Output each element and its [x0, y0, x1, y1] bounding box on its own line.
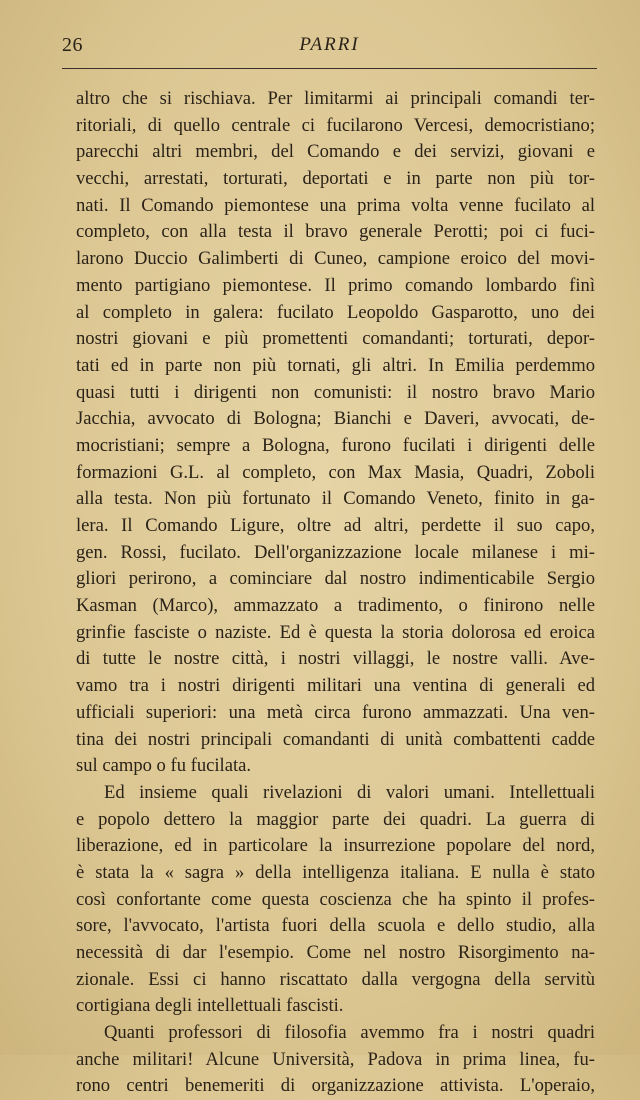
- text-line: formazioni G.L. al completo, con Max Masia, Quadri, Zoboli: [76, 461, 595, 483]
- text-line: mento partigiano piemontese. Il primo comando lombardo finì: [76, 274, 595, 296]
- text-line: nati. Il Comando piemontese una prima volta venne fucilato al: [76, 194, 595, 216]
- text-line: liberazione, ed in particolare la insurrezione popolare del nord,: [76, 835, 595, 857]
- text-line: Jacchia, avvocato di Bologna; Bianchi e Daveri, avvocati, de-: [76, 408, 595, 430]
- header-rule: [62, 68, 597, 69]
- text-line: nostri giovani e più promettenti comandanti; torturati, depor-: [76, 328, 595, 350]
- running-head: PARRI: [299, 34, 360, 55]
- text-line: alla testa. Non più fortunato il Comando Veneto, finito in ga-: [76, 488, 595, 510]
- text-line: e popolo dettero la maggior parte dei quadri. La guerra di: [76, 808, 595, 830]
- text-line: parecchi altri membri, del Comando e dei servizi, giovani e: [76, 141, 595, 163]
- text-line: cortigiana degli intellettuali fascisti.: [76, 995, 344, 1017]
- text-line: anche militari! Alcune Università, Padova in prima linea, fu-: [76, 1048, 595, 1070]
- page-header: [62, 34, 597, 64]
- text-line: vamo tra i nostri dirigenti militari una ventina di generali ed: [76, 675, 595, 697]
- text-line: gen. Rossi, fucilato. Dell'organizzazione locale milanese i mi-: [76, 541, 595, 563]
- text-line: ritoriali, di quello centrale ci fucilarono Vercesi, democristiano;: [76, 114, 595, 136]
- text-line: lera. Il Comando Ligure, oltre ad altri, perdette il suo capo,: [76, 515, 595, 536]
- text-line: di tutte le nostre città, i nostri villaggi, le nostre valli. Ave-: [76, 648, 595, 670]
- text-line: grinfie fasciste o naziste. Ed è questa la storia dolorosa ed eroica: [76, 621, 595, 643]
- text-line: altro che si rischiava. Per limitarmi ai principali comandi ter-: [76, 88, 595, 109]
- text-line: Ed insieme quali rivelazioni di valori umani. Intellettuali: [104, 781, 595, 803]
- text-line: necessità di dar l'esempio. Come nel nostro Risorgimento na-: [76, 942, 595, 963]
- text-line: sore, l'avvocato, l'artista fuori della scuola e dello studio, alla: [76, 915, 595, 937]
- text-line: al completo in galera: fucilato Leopoldo Gasparotto, uno dei: [76, 301, 595, 323]
- text-line: Kasman (Marco), ammazzato a tradimento, o finirono nelle: [76, 595, 595, 617]
- text-line: tina dei nostri principali comandanti di unità combattenti cadde: [76, 728, 595, 750]
- text-line: larono Duccio Galimberti di Cuneo, campione eroico del movi-: [76, 248, 595, 270]
- text-line: rono centri benemeriti di organizzazione attivista. L'operaio,: [76, 1075, 595, 1097]
- body-text: [76, 86, 595, 1100]
- text-line: tati ed in parte non più tornati, gli altri. In Emilia perdemmo: [76, 354, 595, 376]
- text-line: quasi tutti i dirigenti non comunisti: il nostro bravo Mario: [76, 381, 595, 403]
- text-line: completo, con alla testa il bravo generale Perotti; poi ci fuci-: [76, 221, 595, 243]
- text-line: vecchi, arrestati, torturati, deportati e in parte non più tor-: [76, 168, 595, 190]
- text-line: sul campo o fu fucilata.: [76, 755, 252, 777]
- text-line: Quanti professori di filosofia avemmo fra i nostri quadri: [104, 1022, 595, 1044]
- page-number: 26: [62, 34, 83, 56]
- text-line: zionale. Essi ci hanno riscattato dalla vergogna della servitù: [76, 968, 595, 990]
- text-line: gliori perirono, a cominciare dal nostro indimenticabile Sergio: [76, 568, 595, 590]
- text-line: ufficiali superiori: una metà circa furono ammazzati. Una ven-: [76, 701, 595, 723]
- text-line: così confortante come questa coscienza che ha spinto il profes-: [76, 888, 595, 910]
- text-line: è stata la « sagra » della intelligenza italiana. E nulla è stato: [76, 861, 595, 883]
- text-line: mocristiani; sempre a Bologna, furono fucilati i dirigenti delle: [76, 434, 595, 456]
